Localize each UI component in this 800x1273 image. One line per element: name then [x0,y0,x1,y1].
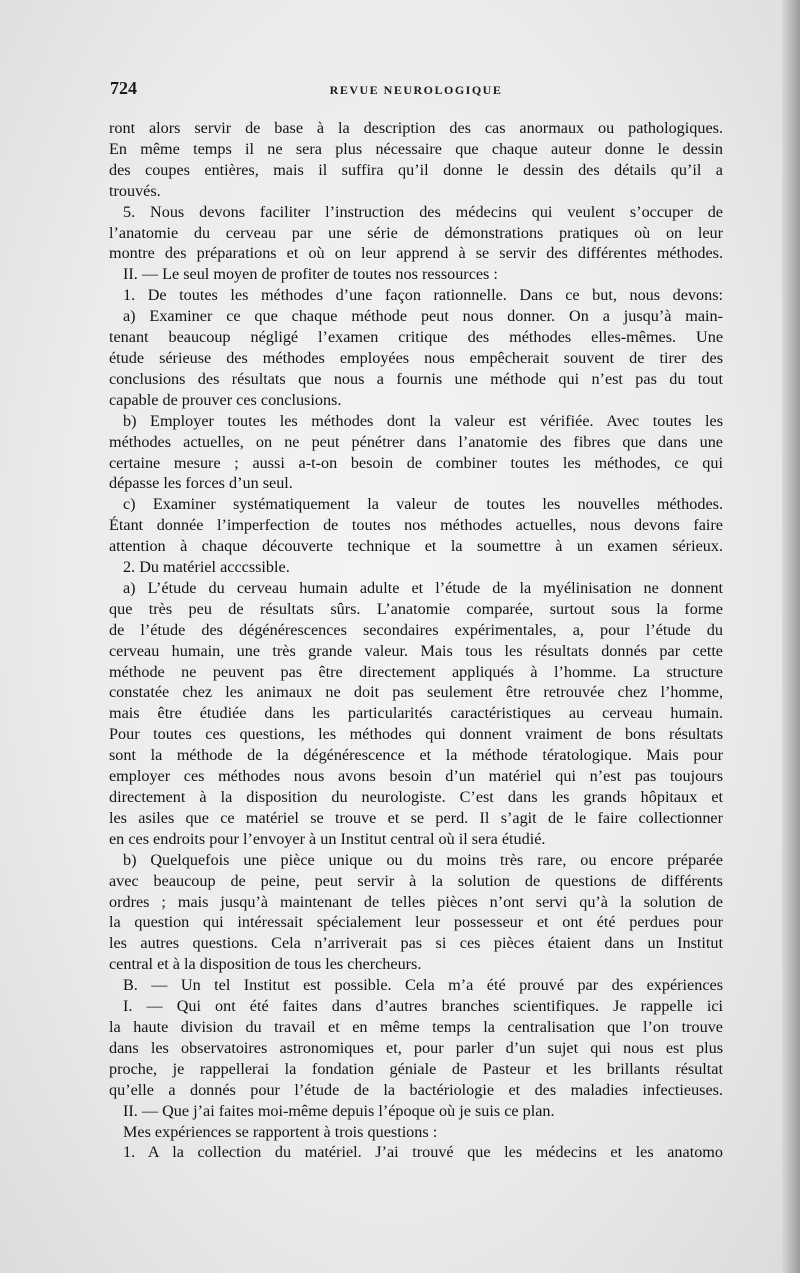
text-line: II. — Que j’ai faites moi-même depuis l’époque où je suis ce plan. [123,1101,555,1120]
text-line: constatée chez les animaux ne doit pas seulement être retrouvée chez l’homme, [109,683,723,702]
text-line: Pour toutes ces questions, les méthodes qui donnent vraiment de bons résultats [109,725,723,744]
text-line: attention à chaque découverte technique et la soumettre à un examen sérieux. [109,537,723,556]
text-line: directement à la disposition du neurologiste. C’est dans les grands hôpitaux et [109,788,723,806]
text-line: 2. Du matériel acccssible. [123,558,290,577]
text-line: ordres ; mais jusqu’à maintenant de telles pièces n’ont servi qu’à la solution de [109,892,723,911]
text-line: conclusions des résultats que nous a fournis une méthode qui n’est pas du tout [109,369,723,388]
text-line: les autres questions. Cela n’arriverait pas si ces pièces étaient dans un Institut [109,934,723,953]
text-line: méthodes actuelles, on ne peut pénétrer dans l’anatomie des fibres que dans une [109,432,723,451]
text-line: central et à la disposition de tous les chercheurs. [109,955,422,974]
text-line: étude sérieuse des méthodes employées nous empêcherait souvent de tirer des [109,348,723,367]
text-line: certaine mesure ; aussi a-t-on besoin de combiner toutes les méthodes, ce qui [109,453,723,472]
text-line: les asiles que ce matériel se trouve et se perd. Il s’agit de le faire collectionner [109,808,723,827]
text-line: tenant beaucoup négligé l’examen critique des méthodes elles-mêmes. Une [109,328,723,347]
text-line: 1. A la collection du matériel. J’ai trouvé que les médecins et les anatomo [123,1143,723,1162]
text-line: trouvés. [109,181,161,200]
text-line: la question qui intéressait spécialement leur possesseur et ont été perdues pour [109,913,723,932]
text-line: avec beaucoup de peine, peut servir à la solution de questions de différents [109,871,723,890]
text-line: Mes expériences se rapportent à trois questions : [123,1122,438,1141]
text-line: dans les observatoires astronomiques et, pour parler d’un sujet qui nous est plus [109,1038,723,1057]
text-line: 1. De toutes les méthodes d’une façon rationnelle. Dans ce but, nous devons: [123,286,723,305]
text-line: proche, je rappellerai la fondation géniale de Pasteur et les brillants résultat [109,1059,723,1078]
text-line: a) L’étude du cerveau humain adulte et l’étude de la myélinisation ne donnent [123,578,723,597]
text-line: dépasse les forces d’un seul. [109,474,293,493]
text-line: des coupes entières, mais il suffira qu’il donne le dessin des détails qu’il a [109,160,723,179]
text-line: B. — Un tel Institut est possible. Cela m’a été prouvé par des expériences [123,976,723,995]
text-line: en ces endroits pour l’envoyer à un Institut central où il sera étudié. [109,829,546,848]
running-title: REVUE NEUROLOGIQUE [329,83,503,97]
text-line: Étant donnée l’imperfection de toutes nos méthodes actuelles, nous devons faire [109,516,723,535]
text-line: En même temps il ne sera plus nécessaire que chaque auteur donne le dessin [109,139,723,158]
text-line: que très peu de résultats sûrs. L’anatomie comparée, surtout sous la forme [109,599,723,618]
page-header [110,78,722,102]
text-line: de l’étude des dégénérescences secondaires expérimentales, a, pour l’étude du [109,620,723,639]
text-line: cerveau humain, une très grande valeur. Mais tous les résultats donnés par cette [109,641,723,660]
text-line: ront alors servir de base à la description des cas anormaux ou pathologiques. [109,119,723,137]
body-text [109,118,723,1163]
text-line: capable de prouver ces conclusions. [109,390,342,409]
text-line: c) Examiner systématiquement la valeur de toutes les nouvelles méthodes. [123,495,723,514]
page-number: 724 [110,78,137,98]
text-line: b) Quelquefois une pièce unique ou du moins très rare, ou encore préparée [123,850,723,869]
text-line: 5. Nous devons faciliter l’instruction des médecins qui veulent s’occuper de [123,202,723,221]
text-line: l’anatomie du cerveau par une série de démonstrations pratiques où on leur [109,223,723,242]
text-line: mais être étudiée dans les particularités caractéristiques au cerveau humain. [109,704,723,723]
text-line: b) Employer toutes les méthodes dont la valeur est vérifiée. Avec toutes les [123,411,723,430]
text-line: employer ces méthodes nous avons besoin d’un matériel qui n’est pas toujours [109,767,723,786]
text-line: méthode ne peuvent pas être directement appliqués à l’homme. La structure [109,662,723,681]
text-line: la haute division du travail et en même temps la centralisation que l’on trouve [109,1017,723,1036]
text-line: montre des préparations et où on leur apprend à se servir des différentes méthodes. [109,244,723,263]
text-line: qu’elle a donnés pour l’étude de la bactériologie et des maladies infectieuses. [109,1080,723,1099]
text-line: I. — Qui ont été faites dans d’autres branches scientifiques. Je rappelle ici [123,997,723,1016]
text-line: sont la méthode de la dégénérescence et la méthode tératologique. Mais pour [109,746,723,765]
page-edge-shadow [782,0,800,1273]
text-line: a) Examiner ce que chaque méthode peut nous donner. On a jusqu’à main- [123,307,723,326]
text-line: II. — Le seul moyen de profiter de toutes nos ressources : [123,265,498,284]
